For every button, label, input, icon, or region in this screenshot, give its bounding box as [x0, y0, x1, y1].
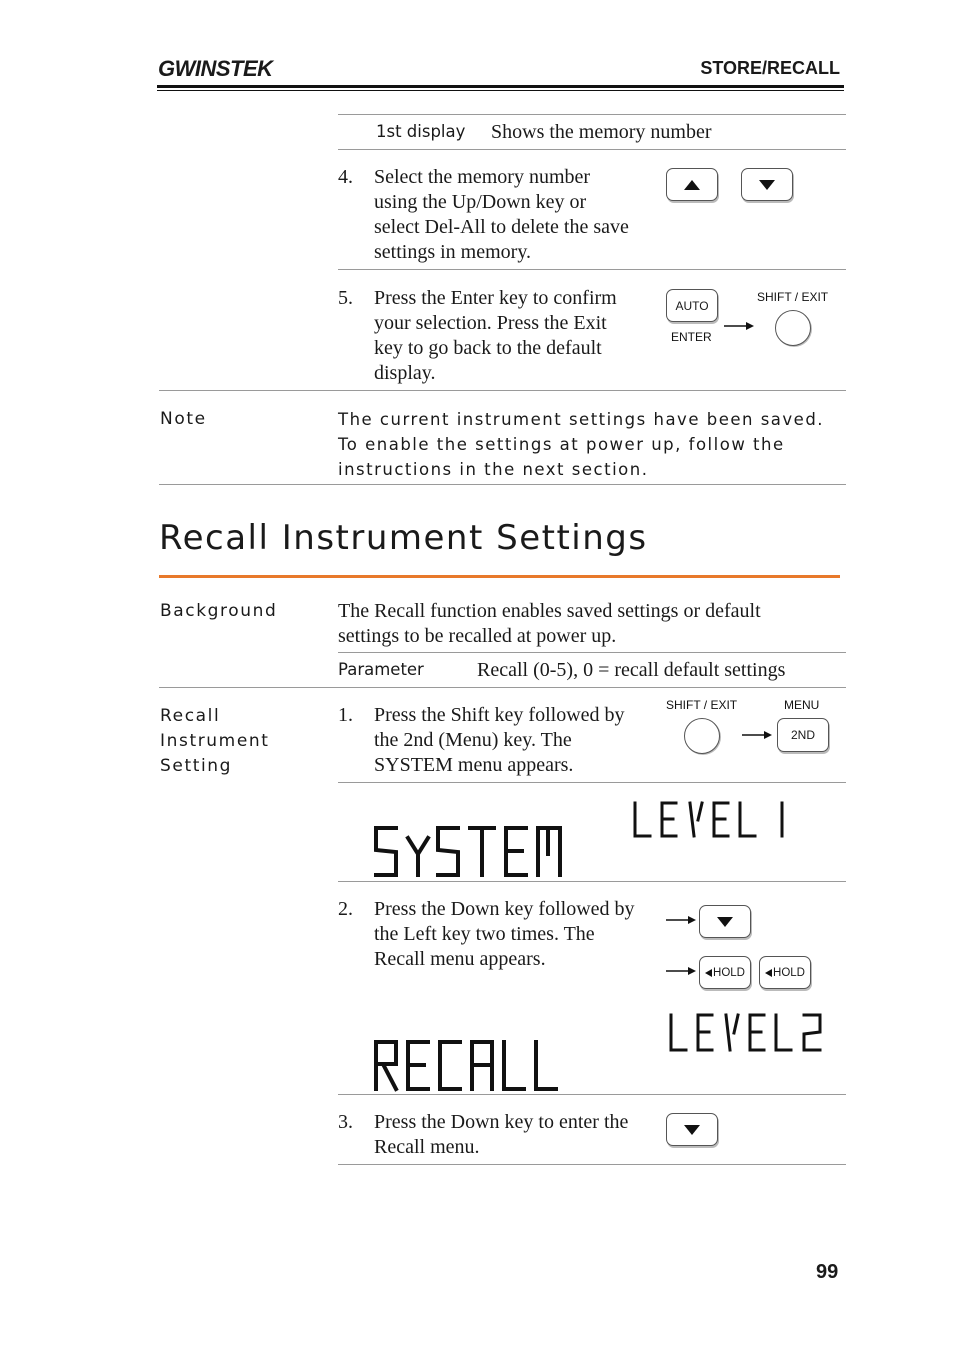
- divider: [338, 1164, 846, 1165]
- brand-logo: GWINSTEK: [158, 56, 273, 81]
- divider: [338, 881, 846, 882]
- text-line: Recall: [160, 706, 221, 726]
- step-number: 1.: [338, 704, 353, 726]
- key-label: 2ND: [790, 728, 815, 742]
- down-key[interactable]: [666, 1113, 718, 1146]
- parameter-value: Recall (0-5), 0 = recall default settings: [477, 659, 786, 681]
- up-key[interactable]: [666, 168, 718, 201]
- section-title: STORE/RECALL: [700, 58, 840, 78]
- text-line: Recall menu.: [374, 1136, 480, 1158]
- text-line: Press the Enter key to confirm: [374, 287, 617, 309]
- shift-exit-label: SHIFT / EXIT: [757, 290, 829, 304]
- text-line: Press the Down key to enter the: [374, 1111, 629, 1133]
- lcd-level1-indicator: [632, 800, 792, 840]
- divider: [338, 782, 846, 783]
- text-line: your selection. Press the Exit: [374, 312, 607, 334]
- arrow-right-icon: [724, 320, 754, 332]
- step-number: 5.: [338, 287, 353, 309]
- step4-text: [374, 165, 664, 265]
- second-menu-key[interactable]: [777, 718, 829, 752]
- background-text: [338, 599, 846, 649]
- parameter-label: Parameter: [338, 660, 424, 679]
- left-arrow-icon: [765, 969, 772, 977]
- recall-label: [160, 704, 270, 779]
- shift-exit-label: SHIFT / EXIT: [666, 698, 738, 712]
- enter-label: ENTER: [671, 330, 712, 344]
- text-line: key to go back to the default: [374, 337, 602, 359]
- shift-exit-button[interactable]: [775, 310, 811, 346]
- step-number: 4.: [338, 166, 353, 188]
- divider: [338, 652, 846, 653]
- divider: [338, 269, 846, 270]
- key-label: HOLD: [713, 966, 745, 979]
- text-line: The Recall function enables saved settings or default: [338, 600, 761, 622]
- page-number: 99: [816, 1261, 839, 1283]
- auto-enter-key[interactable]: [666, 289, 718, 322]
- arrow-right-icon: [666, 914, 696, 926]
- divider: [159, 390, 846, 391]
- text-line: the 2nd (Menu) key. The: [374, 729, 572, 751]
- text-line: Recall menu appears.: [374, 948, 546, 970]
- divider: [338, 114, 846, 115]
- text-line: settings in memory.: [374, 241, 532, 263]
- lcd-recall-display: [372, 1038, 567, 1093]
- text-line: SYSTEM menu appears.: [374, 754, 574, 776]
- header-rule: [157, 85, 844, 88]
- divider: [338, 1094, 846, 1095]
- display-label: 1st display: [376, 122, 466, 141]
- note-label: Note: [160, 409, 207, 429]
- text-line: select Del-All to delete the save: [374, 216, 629, 238]
- lcd-system-display: [372, 824, 567, 879]
- divider: [159, 484, 846, 485]
- down-arrow-icon: [759, 180, 775, 190]
- step1-text: [374, 703, 659, 778]
- step-number: 3.: [338, 1111, 353, 1133]
- key-label: HOLD: [773, 966, 805, 979]
- text-line: settings to be recalled at power up.: [338, 625, 617, 647]
- text-line: Press the Shift key followed by: [374, 704, 625, 726]
- header-rule-thin: [157, 90, 844, 91]
- display-desc: Shows the memory number: [491, 121, 712, 143]
- key-label: AUTO: [675, 298, 709, 313]
- menu-label: MENU: [784, 698, 820, 712]
- text-line: Instrument: [160, 731, 270, 751]
- left-hold-key[interactable]: [699, 956, 751, 989]
- divider: [159, 687, 846, 688]
- page-heading: Recall Instrument Settings: [159, 518, 648, 558]
- arrow-right-icon: [666, 965, 696, 977]
- down-arrow-icon: [684, 1125, 700, 1135]
- note-text: [338, 407, 846, 482]
- down-key[interactable]: [741, 168, 793, 201]
- text-line: Setting: [160, 756, 233, 776]
- step5-text: [374, 286, 659, 386]
- divider: [338, 149, 846, 150]
- background-label: Background: [160, 601, 278, 621]
- lcd-level2-indicator: [668, 1012, 828, 1054]
- heading-rule: [159, 575, 840, 578]
- text-line: Select the memory number: [374, 166, 591, 188]
- text-line: instructions in the next section.: [338, 460, 649, 479]
- text-line: To enable the settings at power up, follow the: [338, 435, 785, 454]
- arrow-right-icon: [742, 729, 772, 741]
- text-line: the Left key two times. The: [374, 923, 595, 945]
- text-line: Press the Down key followed by: [374, 898, 635, 920]
- text-line: display.: [374, 362, 436, 384]
- shift-exit-button[interactable]: [684, 718, 720, 754]
- step-number: 2.: [338, 898, 353, 920]
- down-key[interactable]: [699, 905, 751, 938]
- up-arrow-icon: [684, 180, 700, 190]
- step2-text: [374, 897, 664, 972]
- step3-text: [374, 1110, 664, 1160]
- text-line: using the Up/Down key or: [374, 191, 587, 213]
- text-line: The current instrument settings have been saved.: [338, 410, 825, 429]
- left-arrow-icon: [705, 969, 712, 977]
- left-hold-key[interactable]: [759, 956, 811, 989]
- down-arrow-icon: [717, 917, 733, 927]
